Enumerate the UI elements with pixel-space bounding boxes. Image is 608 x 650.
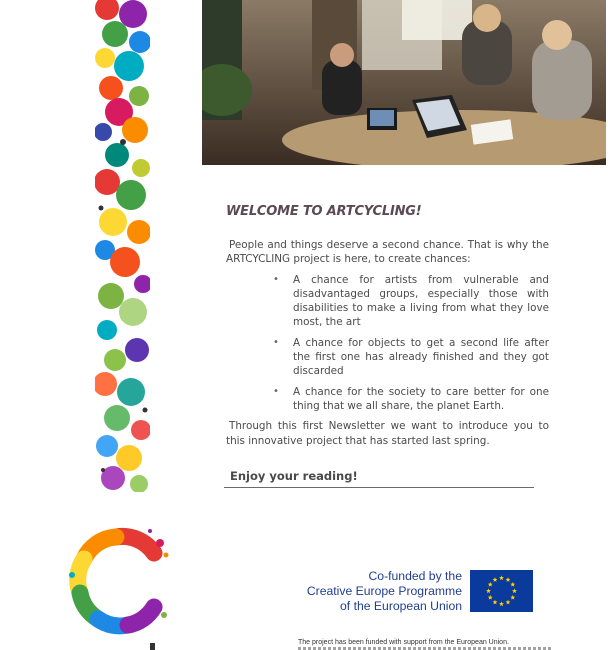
closing-paragraph: Through this first Newsletter we want to introduce you to this innovative project that has started last spring. [226, 420, 549, 447]
article-body [226, 204, 549, 448]
workshop-photo [202, 0, 606, 165]
eu-flag-icon [470, 570, 533, 612]
cofunded-line: of the European Union [340, 599, 462, 613]
footnote-text: The project has been funded with support from the European Union. [298, 639, 509, 646]
list-item-text: A chance for the society to care better for one thing that we all share, the planet Earth. [293, 385, 549, 412]
cofunded-line: Co-funded by the [368, 569, 462, 583]
list-item-text: A chance for objects to get a second life after the first one has already finished and they got discarded [293, 336, 549, 378]
list-item [273, 273, 549, 330]
list-item [273, 336, 549, 379]
cofunded-line: Creative Europe Programme [306, 584, 462, 598]
cofunded-statement [280, 569, 462, 614]
list-item [273, 385, 549, 414]
bullet-icon: • [273, 385, 279, 397]
intro-paragraph: People and things deserve a second chance. That is why the ARTCYCLING project is here, to create chances: [226, 239, 549, 266]
divider [224, 487, 534, 488]
list-item-text: A chance for artists from vulnerable and disadvantaged groups, especially those with disabilities to make a living from what they love most, the art [293, 273, 549, 329]
signoff-text: Enjoy your reading! [230, 469, 358, 483]
chances-list [226, 273, 549, 414]
bullet-icon: • [273, 273, 279, 285]
artcycling-c-logo [62, 515, 182, 650]
article-heading: WELCOME TO ARTCYCLING! [226, 204, 422, 219]
bullet-icon: • [273, 336, 279, 348]
paint-splatter-strip [95, 0, 150, 492]
